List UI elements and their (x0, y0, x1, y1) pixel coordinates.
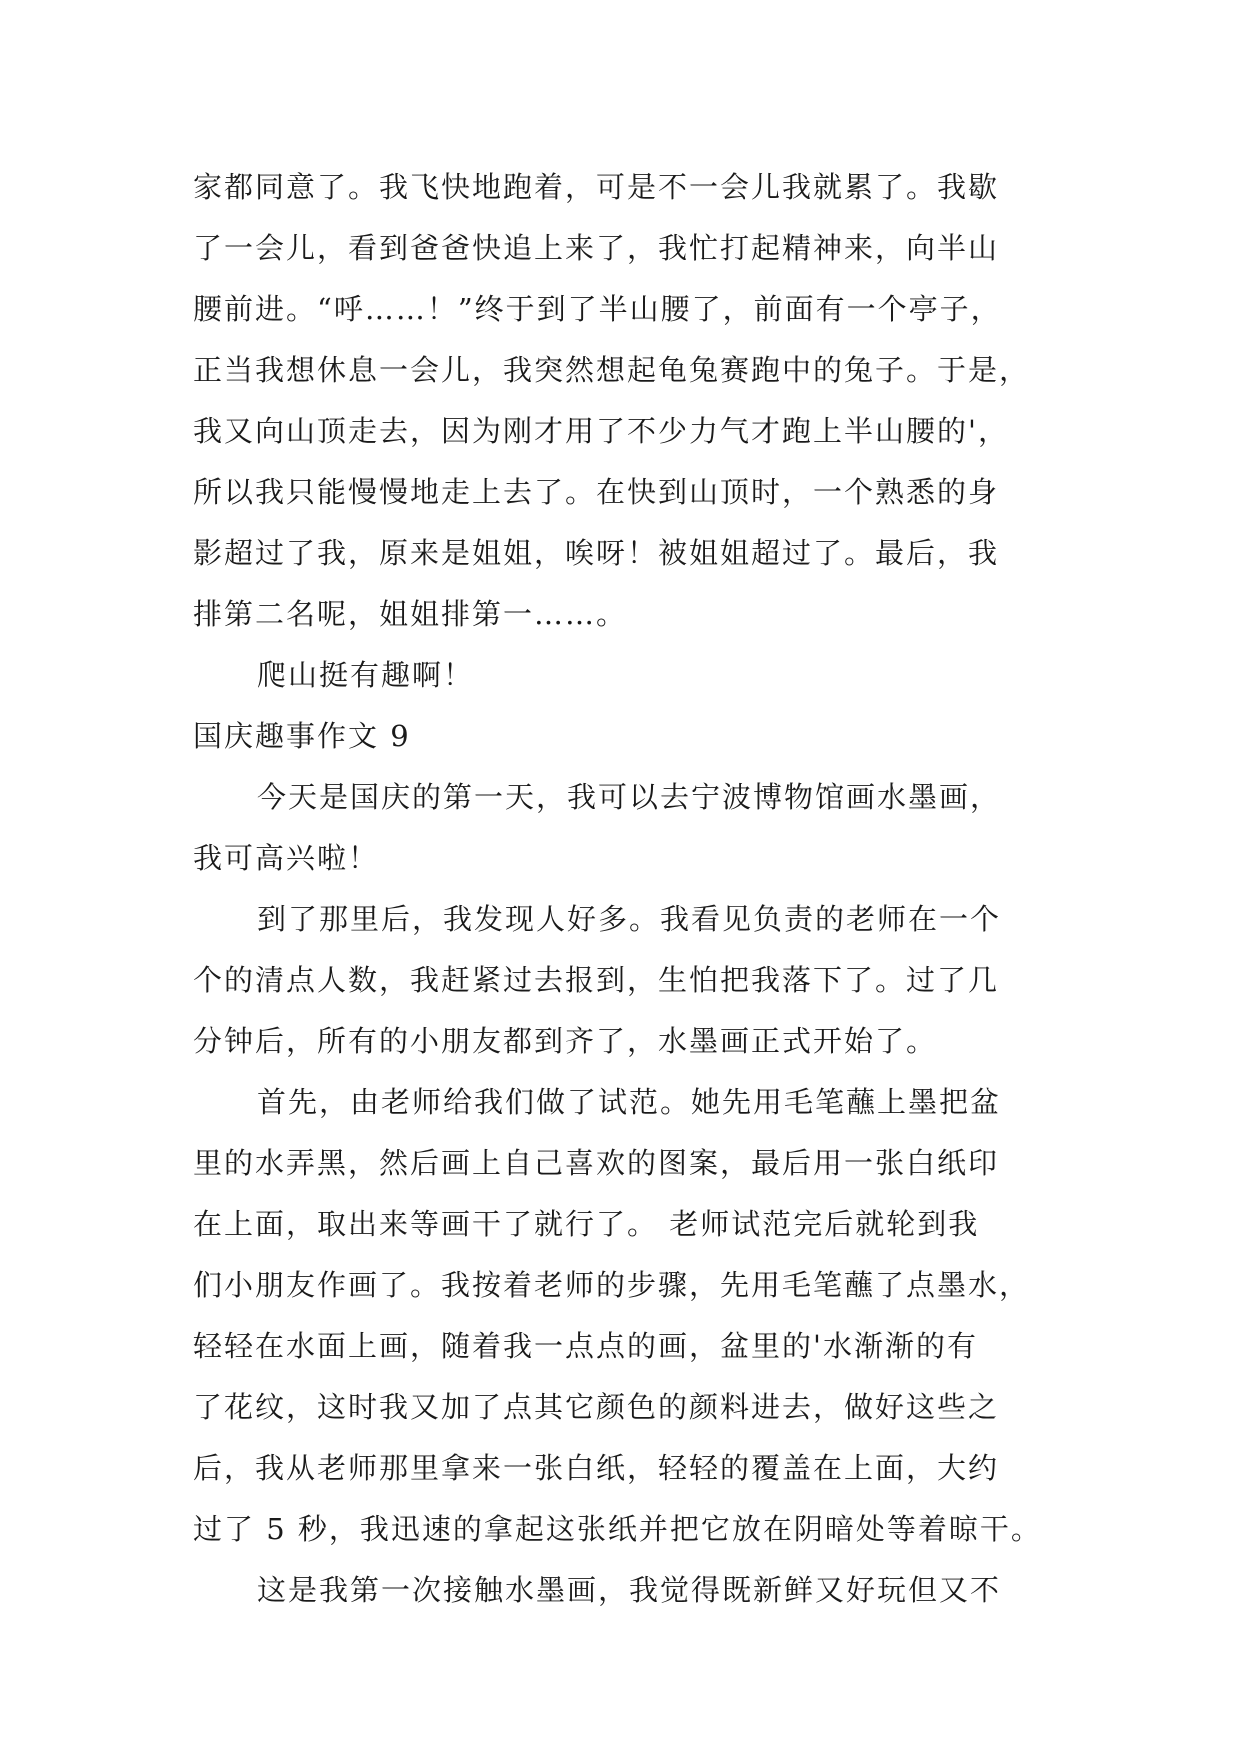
text-line: 排第二名呢，姐姐排第一……。 (193, 597, 628, 631)
text-line: 我又向山顶走去，因为刚才用了不少力气才跑上半山腰的'， (193, 414, 1009, 448)
text-line: 里的水弄黑，然后画上自己喜欢的图案，最后用一张白纸印 (193, 1146, 1000, 1180)
paragraph-start-line: 首先，由老师给我们做了试范。她先用毛笔蘸上墨把盆 (257, 1085, 1002, 1119)
text-line: 所以我只能慢慢地走上去了。在快到山顶时，一个熟悉的身 (193, 475, 1000, 509)
text-line: 家都同意了。我飞快地跑着，可是不一会儿我就累了。我歇 (193, 170, 1000, 204)
section-heading: 国庆趣事作文 9 (193, 719, 411, 753)
text-line: 了花纹，这时我又加了点其它颜色的颜料进去，做好这些之 (193, 1390, 1000, 1424)
text-line: 后，我从老师那里拿来一张白纸，轻轻的覆盖在上面，大约 (193, 1451, 1000, 1485)
text-line: 分钟后，所有的小朋友都到齐了，水墨画正式开始了。 (193, 1024, 938, 1058)
paragraph-start-line: 爬山挺有趣啊！ (257, 658, 475, 692)
text-line: 个的清点人数，我赶紧过去报到，生怕把我落下了。过了几 (193, 963, 1000, 997)
essay-text (193, 157, 1073, 1621)
text-line: 们小朋友作画了。我按着老师的步骤，先用毛笔蘸了点墨水， (193, 1268, 1031, 1302)
paragraph-start-line: 到了那里后，我发现人好多。我看见负责的老师在一个 (257, 902, 1002, 936)
text-line: 正当我想休息一会儿，我突然想起龟兔赛跑中的兔子。于是， (193, 353, 1031, 387)
text-line: 腰前进。“呼……！”终于到了半山腰了，前面有一个亭子， (193, 292, 1002, 326)
text-line: 影超过了我，原来是姐姐，唉呀！被姐姐超过了。最后，我 (193, 536, 1000, 570)
text-line: 了一会儿，看到爸爸快追上来了，我忙打起精神来，向半山 (193, 231, 1000, 265)
text-line: 我可高兴啦！ (193, 841, 380, 875)
paragraph-start-line: 这是我第一次接触水墨画，我觉得既新鲜又好玩但又不 (257, 1573, 1002, 1607)
paragraph-start-line: 今天是国庆的第一天，我可以去宁波博物馆画水墨画， (257, 780, 1002, 814)
text-line: 轻轻在水面上画，随着我一点点的画，盆里的'水渐渐的有 (193, 1329, 978, 1363)
text-line: 过了 5 秒，我迅速的拿起这张纸并把它放在阴暗处等着晾干。 (193, 1512, 1042, 1546)
text-line: 在上面，取出来等画干了就行了。 老师试范完后就轮到我 (193, 1207, 980, 1241)
